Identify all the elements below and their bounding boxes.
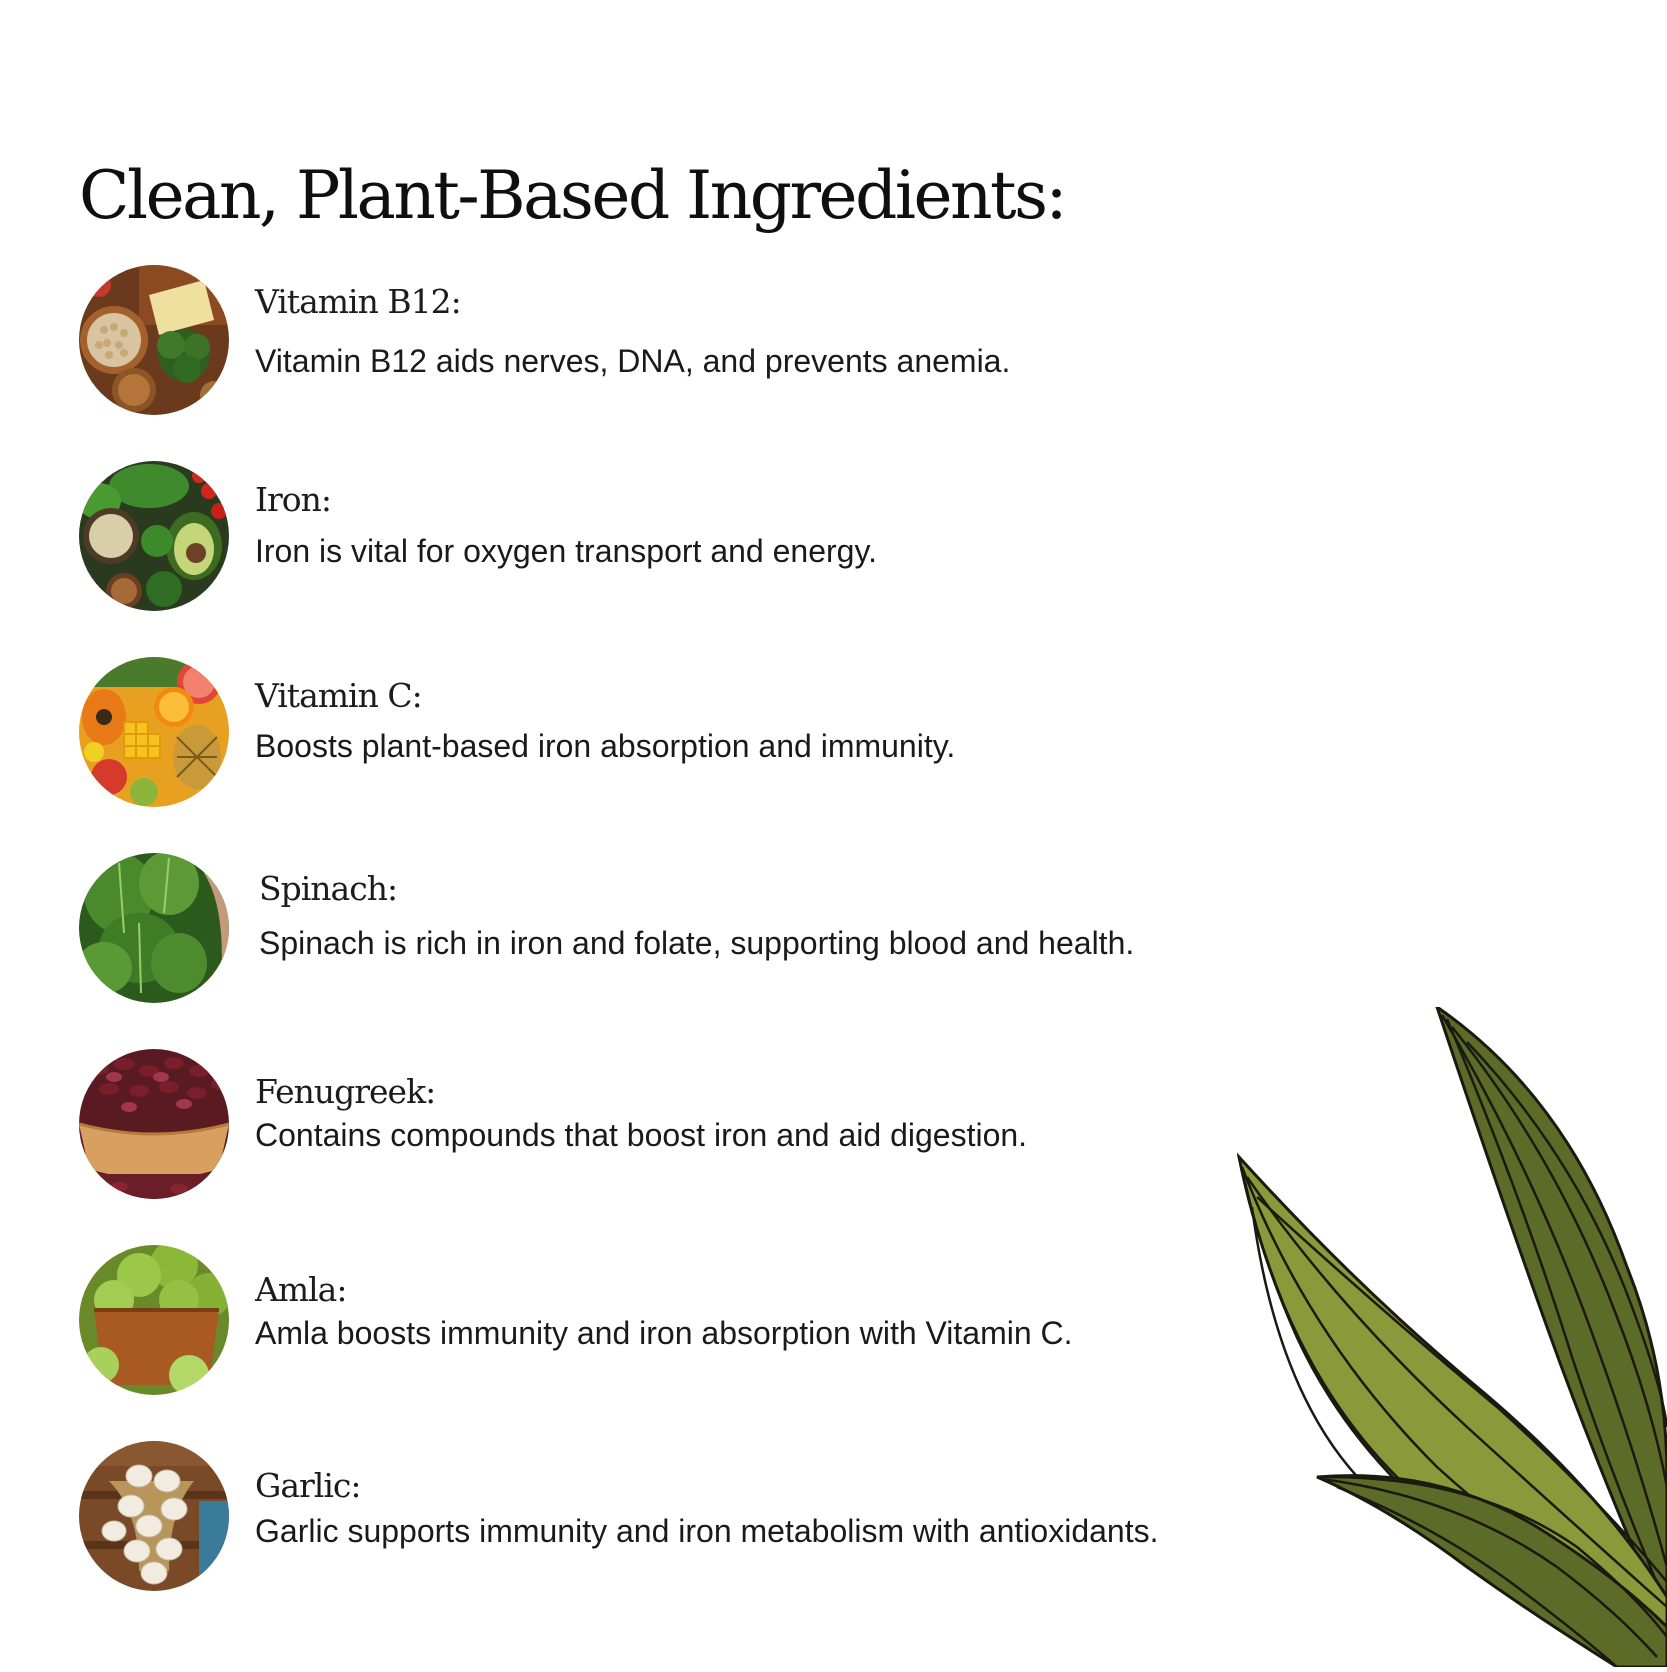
beans-bowl-image: [79, 1049, 229, 1199]
page-title: Clean, Plant-Based Ingredients:: [79, 157, 1066, 234]
ingredient-item: [79, 1441, 1279, 1591]
ingredient-item: [79, 461, 1279, 611]
garlic-image: [79, 1441, 229, 1591]
ingredient-name: Garlic:: [255, 1466, 361, 1505]
ingredient-name: Amla:: [255, 1270, 347, 1309]
leaf-decoration: [1237, 1007, 1667, 1667]
ingredient-description: Iron is vital for oxygen transport and energy.: [255, 533, 877, 569]
ingredient-name: Vitamin B12:: [255, 282, 461, 321]
ingredient-description: Amla boosts immunity and iron absorption with Vitamin C.: [255, 1315, 1073, 1351]
ingredient-description: Garlic supports immunity and iron metabolism with antioxidants.: [255, 1513, 1159, 1549]
citrus-fruits-image: [79, 657, 229, 807]
ingredient-description: Boosts plant-based iron absorption and immunity.: [255, 728, 956, 764]
ingredient-name: Fenugreek:: [255, 1072, 436, 1111]
ingredient-description: Vitamin B12 aids nerves, DNA, and prevents anemia.: [255, 343, 1011, 379]
ingredient-name: Iron:: [255, 480, 332, 519]
vitamin-b12-foods-image: [79, 265, 229, 415]
amla-bowl-image: [79, 1245, 229, 1395]
ingredient-name: Vitamin C:: [255, 676, 422, 715]
spinach-image: [79, 853, 229, 1003]
ingredient-item: [79, 657, 1279, 807]
ingredient-description: Contains compounds that boost iron and aid digestion.: [255, 1117, 1028, 1153]
ingredient-item: [79, 1049, 1279, 1199]
iron-foods-image: [79, 461, 229, 611]
ingredient-item: [79, 853, 1279, 1003]
ingredient-item: [79, 265, 1279, 415]
ingredient-name: Spinach:: [259, 869, 398, 908]
ingredient-description: Spinach is rich in iron and folate, supporting blood and health.: [259, 925, 1135, 961]
ingredient-item: [79, 1245, 1279, 1395]
